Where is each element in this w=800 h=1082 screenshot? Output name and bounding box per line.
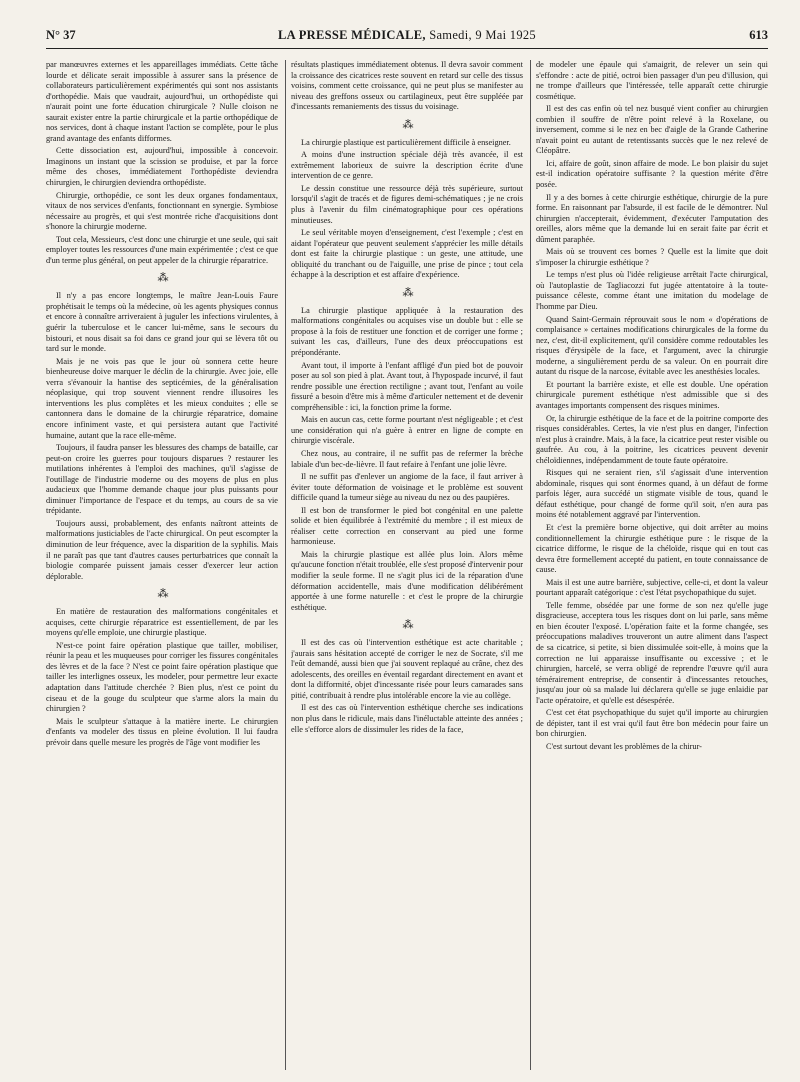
journal-title: LA PRESSE MÉDICALE, [278,28,426,42]
paragraph: Mais je ne vois pas que le jour où sonnera cette heure bienheureuse doive marquer le déclin de la chirurgie. Avec joie, elle verra s'évanouir la hantise des septicémies, de la généralisation néoplasique, qui trop souvent viennent rendre illusoires les interventions les plus complètes et les mieux conduites ; elle se cantonnera dans le domaine de la chirurgie réparatrice, domaine encore infiniment vaste, et qui persistera autant que l'activité humaine, autant que la race elle-même. [46,356,278,440]
paragraph: Chez nous, au contraire, il ne suffit pas de refermer la brèche labiale d'un bec-de-lièvre. Il faut refaire à l'enfant une jolie lèvre. [291,448,523,469]
column-3 [536,60,768,1070]
paragraph: Il est des cas où l'intervention esthétique cherche ses indications non plus dans le ridicule, mais dans l'inéluctable atteinte des années ; elle s'efforce alors de dissimuler les rides de la face, [291,703,523,734]
issue-date: Samedi, 9 Mai 1925 [429,28,536,42]
paragraph: Quand Saint-Germain réprouvait sous le nom « d'opérations de complaisance » certaines modifications chirurgicales de la forme du nez, c'est, dit-il explicitement, qu'il considère comme redoutables les risques d'érysipèle de la face, et l'argument, avec la chirurgie moderne, a singulièrement perdu de sa valeur. On en pourrait dire autant du risque de la narcose, évitable avec les anesthésies locales. [536,314,768,377]
section-separator: ⁂ [157,588,167,601]
page-header [46,26,768,49]
paragraph: Ici, affaire de goût, sinon affaire de mode. Le bon plaisir du sujet est-il indication opératoire suffisante ? la question mérite d'être posée. [536,158,768,190]
paragraph: Tout cela, Messieurs, c'est donc une chirurgie et une seule, qui sait employer toutes les ressources d'une main expérimentée ; c'est ce que d'un terme plus général, on peut appeler de la chirurgie réparatrice. [46,234,278,265]
paragraph: Il n'y a pas encore longtemps, le maître Jean-Louis Faure prophétisait le temps où la médecine, où les agents physiques connus et encore à connaître arriveraient à juguler les infections virulentes, à guérir la tuberculose et le cancer lui-même, sans le secours du bistouri, et nous disait sa foi dans ce grand jour qui se lèvera tôt ou tard sur le monde. [46,291,278,354]
paragraph: Le dessin constitue une ressource déjà très supérieure, surtout lorsqu'il s'agit de tracés et de figures demi-schématiques ; je ne crois plus à l'avenir du film cinématographique pour ces opérations minutieuses. [291,183,523,225]
paragraph: par manœuvres externes et les appareillages immédiats. Cette tâche lourde et délicate serait impossible à assurer sans la présence de collaborateurs particulièrement expérimentés qui sont nos assistants d'orthopédie. Mais que vaudrait, aujourd'hui, un orthopédiste qui n'aurait point une forte éducation chirurgicale ? Nulle cloison ne saurait exister entre la partie chirurgicale et la partie orthopédique de nos services, dont à chaque instant l'action se complète, pour le plus grand avantage des enfants difformes. [46,60,278,143]
section-separator: ⁂ [157,272,167,285]
paragraph: La chirurgie plastique appliquée à la restauration des malformations congénitales ou acquises vise un double but : elle se propose à la fois de restituer une fonction et de corriger une forme ; suivant les cas, d'ailleurs, l'une des deux préoccupations est prépondérante. [291,305,523,358]
column-1 [46,60,278,1070]
column-divider [285,60,286,1070]
paragraph: N'est-ce point faire opération plastique que tailler, mobiliser, réunir la peau et les muqueuses pour corriger les fissures congénitales des lèvres et de la face ? N'est ce point faire opération plastique que tailler les interlignes osseux, les modeler, pour permettre leur exacte adaptation dans l'attitude cherchée ? Bien plus, n'est ce point du ciseau et de la gouge du sculpteur que s'arme alors la main du chirurgien ? [46,640,278,714]
paragraph: résultats plastiques immédiatement obtenus. Il devra savoir comment la croissance des cicatrices reste souvent en retard sur celle des tissus voisins, comment cette croissance, qui ne peut plus se manifester au niveau des greffons osseux ou cartilagineux, peut être suppléée par d'incessants remaniements des tissus du voisinage. [291,60,523,112]
paragraph: Il y a des bornes à cette chirurgie esthétique, chirurgie de la pure forme. En raisonnant par l'absurde, il est facile de le démontrer. Nul chirurgien n'accepterait, évidemment, d'exécuter l'amputation des oreilles, alors même que la demande lui en serait faite par écrit et dûment paraphée. [536,192,768,244]
paragraph: Avant tout, il importe à l'enfant affligé d'un pied bot de pouvoir poser au sol son pied à plat. Avant tout, à l'hypospade incurvé, il faut rendre possible une érection rectiligne ; avant tout, l'enfant au voile fissuré a besoin d'être mis à même d'articuler nettement et de devenir compréhensible : ici, la fonction prime la forme. [291,360,523,412]
paragraph: La chirurgie plastique est particulièrement difficile à enseigner. [301,137,511,147]
paragraph: Et c'est la première borne objective, qui doit arrêter au moins conditionnellement la chirurgie esthétique pure : le risque de la cicatrice difforme, le risque de la chéloïde, risque qui en tout cas devra être formellement accepté du patient, en toute connaissance de cause. [536,522,768,575]
paragraph: Mais le sculpteur s'attaque à la matière inerte. Le chirurgien d'enfants va modeler des tissus en pleine évolution. Il lui faudra prévoir dans quelle mesure les progrès de l'âge vont modifier les [46,716,278,747]
section-separator: ⁂ [402,286,412,299]
section-separator: ⁂ [402,619,412,632]
paragraph: Il est des cas où l'intervention esthétique est acte charitable ; j'aurais sans hésitation accepté de corriger le nez de Socrate, s'il me l'eût demandé, aussi bien que j'ai souvent replaqué au crâne, chez des adolescents, des oreilles en éventail regardant directement en avant et dont la difformité, objet d'incessante risée pour leurs camarades sans pitié, contribuait à rendre plus intolérable encore la vie au collège. [291,638,523,700]
paragraph: Mais en aucun cas, cette forme pourtant n'est négligeable ; et c'est une considération qui n'a guère à entrer en ligne de compte en chirurgie viscérale. [291,415,523,446]
page-number: 613 [749,28,768,42]
paragraph: Cette dissociation est, aujourd'hui, impossible à concevoir. Imaginons un instant que la scission se produise, et par la force même des choses, immédiatement l'orthopédiste deviendra chirurgien, le chirurgien deviendra orthopédiste. [46,146,278,188]
paragraph: Mais la chirurgie plastique est allée plus loin. Alors même qu'aucune fonction n'était troublée, elle s'est proposé d'intervenir pour modifier la seule forme. Il ne s'agit plus ici de la réparation d'une déformation accidentelle, mais d'une modification délibérément apportée à une forme naturelle : et c'est le propre de la chirurgie esthétique. [291,549,523,612]
paragraph: Il ne suffit pas d'enlever un angiome de la face, il faut arriver à éviter toute déformation de voisinage et le problème est souvent difficile quand la tumeur siège au niveau du nez ou des paupières. [291,472,523,503]
section-separator: ⁂ [402,118,412,131]
paragraph: C'est cet état psychopathique du sujet qu'il importe au chirurgien de dépister, tant il est vrai qu'il faut être bon médecin pour faire un bon chirurgien. [536,708,768,739]
paragraph: Le temps n'est plus où l'idée religieuse arrêtait l'acte chirurgical, où l'autoplastie de Tagliacozzi fut jugée attentatoire à la toute-puissance céleste, comme étant une imitation du modelage de l'homme par Dieu. [536,270,768,312]
paragraph: A moins d'une instruction spéciale déjà très avancée, il est extrêmement laborieux de suivre la description écrite d'une intervention de ce genre. [291,150,523,181]
paragraph: Or, la chirurgie esthétique de la face et de la poitrine comporte des risques considérables. Certes, la vie n'est plus en danger, l'infection n'est plus à craindre. Mais, à la face, la cicatrice peut rester visible ou gaufrée. Au cou, à la poitrine, les cicatrices peuvent devenir chéloïdiennes, indépendamment de toute faute opératoire. [536,413,768,465]
paragraph: Chirurgie, orthopédie, ce sont les deux organes fondamentaux, vitaux de nos services d'enfants, fonctionnant en synergie. Symbiose nécessaire au progrès, et qui s'est montrée riche d'acquisitions dont s'honore la chirurgie moderne. [46,190,278,232]
column-divider [530,60,531,1070]
paragraph: Mais il est une autre barrière, subjective, celle-ci, et dont la valeur pourtant apparaît catégorique : c'est l'état psychopathique du sujet. [536,577,768,598]
paragraph: Toujours, il faudra panser les blessures des champs de bataille, car peut-on croire les guerres pour toujours disparues ? restaurer les mutilations inhérentes à l'emploi des machines, qu'il s'agisse de l'outillage de l'industrie moderne ou des moyens de plus en plus audacieux que l'homme demande chaque jour plus puissants pour diminuer l'importance de l'espace et du temps, au cours de sa vie trépidante. [46,443,278,516]
column-2 [291,60,523,1070]
paragraph: C'est surtout devant les problèmes de la chirur- [546,741,702,751]
paragraph: Mais où se trouvent ces bornes ? Quelle est la limite que doit s'imposer la chirurgie esthétique ? [536,247,768,267]
issue-number: N° 37 [46,28,76,42]
paragraph: Risques qui ne seraient rien, s'il s'agissait d'une intervention abdominale, risques qui sont énormes quand, à un défaut de forme parfois léger, aura succédé un stigmate visible de tous, quand le défaut esthétique, pour changé de forme qu'il soit, n'en aura pas moins été notablement aggravé par l'intervention. [536,468,768,520]
paragraph: Telle femme, obsédée par une forme de son nez qu'elle juge disgracieuse, acceptera tous les risques dont on lui parle, sans même en bien écouter l'exposé. L'opération faite et la forme changée, ses préoccupations maladives trouveront un autre aliment dans l'aspect de sa cicatrice, si petite, si bien dissimulée soit-elle, à moins que la correction ne lui apparaisse insuffisante ou excessive ; et le chirurgien, harcelé, se verra obligé de reprendre l'œuvre qu'il aura témérairement entreprise, de consentir à d'incessantes retouches, jusqu'au jour où sa malade lui déclarera qu'elle se juge enlaidie par l'acte opératoire, et qu'elle est désespérée. [536,600,768,705]
paragraph: Et pourtant la barrière existe, et elle est double. Une opération chirurgicale purement esthétique n'est admissible que si des avantages importants compensent des risques minimes. [536,379,768,410]
paragraph: Il est des cas enfin où tel nez busqué vient confier au chirurgien combien il souffre de n'être point relevé à la Roxelane, ou inversement, comme si le nez en bec d'aigle de la Grande Catherine n'avait point eu autant de retentissants succès que le nez relevé de Cléopâtre. [536,104,768,156]
article-columns [46,60,768,1070]
paragraph: Il est bon de transformer le pied bot congénital en une palette solide et bien équilibrée à l'extrémité du membre ; il est mieux de réaliser cette correction en conservant au pied une forme harmonieuse. [291,505,523,547]
paragraph: En matière de restauration des malformations congénitales et acquises, cette chirurgie réparatrice est essentiellement, de par les moyens qu'elle emploie, une chirurgie plastique. [46,607,278,638]
paragraph: Le seul véritable moyen d'enseignement, c'est l'exemple ; c'est en aidant l'opérateur que peuvent seulement s'apprécier les mille détails dont est faite la chirurgie plastique : un geste, une attitude, une obliquité du tranchant ou de l'aiguille, une prise de pince ; tout cela échappe à la description et est affaire d'expérience. [291,228,523,280]
paragraph: Toujours aussi, probablement, des enfants naîtront atteints de malformations justiciables de l'acte chirurgical. On peut escompter la diminution de leur fréquence, avec la disparition de la syphilis. Mais il ne paraît pas que tant d'autres causes perturbatrices que connaît la biologie comparée puissent jamais cesser d'exercer leur action déplorable. [46,518,278,581]
journal-title-line [46,28,768,43]
paragraph: de modeler une épaule qui s'amaigrit, de relever un sein qui s'effondre : acte de pitié, octroi bien passager d'un peu d'illusion, qui ne trompe d'ailleurs que l'intéressée, telle apparaît cette chirurgie cosmétique. [536,60,768,101]
